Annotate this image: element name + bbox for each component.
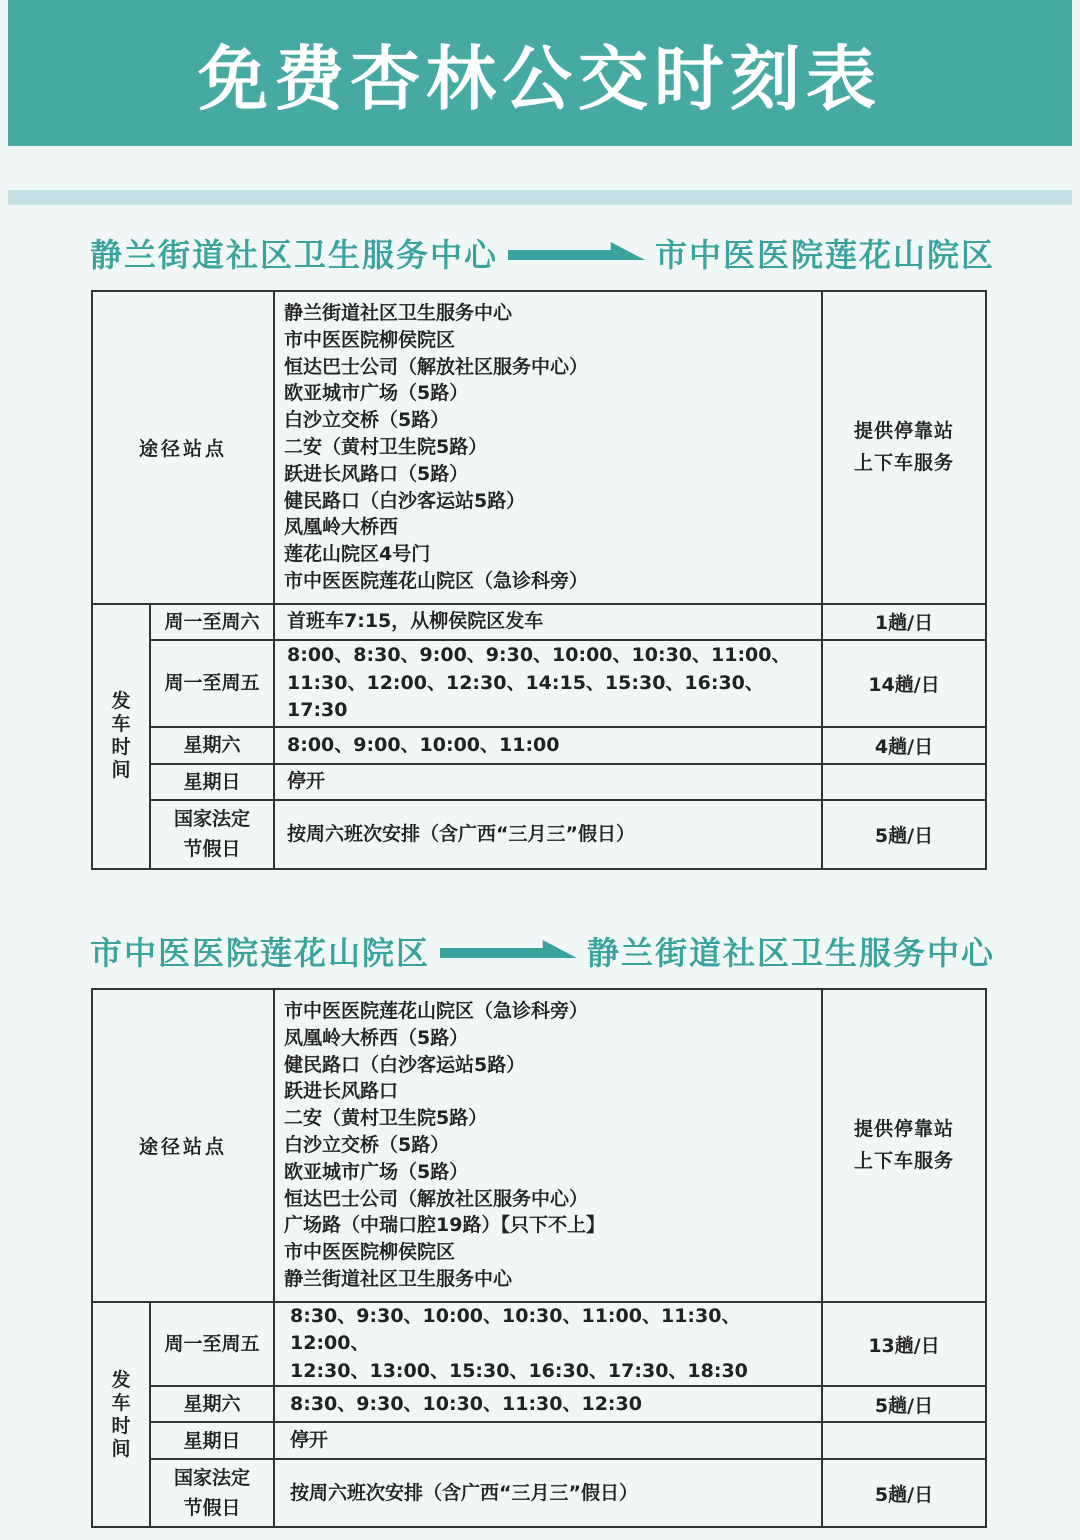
route2-service-note — [822, 989, 986, 1302]
schedule-count: 14趟/日 — [822, 640, 986, 727]
schedule-count: 13趟/日 — [822, 1302, 986, 1387]
route1-departure-label: 发 车 时 间 — [92, 604, 150, 869]
schedule-times: 8:30、9:30、10:30、11:30、12:30 — [274, 1386, 822, 1422]
schedule-count — [822, 1422, 986, 1459]
stop-item: 健民路口（白沙客运站5路） — [284, 1053, 526, 1076]
schedule-day: 国家法定 节假日 — [150, 800, 274, 869]
route2-stops-label: 途径站点 — [92, 989, 274, 1302]
schedule-day: 星期六 — [150, 1386, 274, 1422]
route2-departure-label: 发 车 时 间 — [92, 1302, 150, 1528]
stop-item: 市中医医院莲花山院区（急诊科旁） — [284, 1000, 589, 1022]
service-note-line: 上下车服务 — [854, 452, 955, 475]
stop-item: 恒达巴士公司（解放社区服务中心） — [284, 355, 589, 378]
stop-item: 静兰街道社区卫生服务中心 — [284, 302, 513, 324]
service-note-line: 提供停靠站 — [854, 420, 955, 443]
route2-header — [90, 929, 995, 973]
schedule-count: 1趟/日 — [822, 604, 986, 640]
page-title: 免费杏林公交时刻表 — [198, 37, 882, 120]
divider-band — [8, 190, 1072, 205]
stop-item: 二安（黄村卫生院5路） — [284, 1107, 488, 1130]
service-note-line: 提供停靠站 — [854, 1118, 955, 1141]
route2-destination: 静兰街道社区卫生服务中心 — [586, 934, 995, 972]
route1-destination: 市中医医院莲花山院区 — [654, 236, 995, 274]
schedule-times: 首班车7:15，从柳侯院区发车 — [274, 604, 822, 640]
schedule-day: 周一至周六 — [150, 604, 274, 640]
schedule-day: 星期日 — [150, 1422, 274, 1459]
schedule-times: 按周六班次安排（含广西“三月三”假日） — [274, 1459, 822, 1527]
service-note-line: 上下车服务 — [854, 1150, 955, 1173]
route1-arrow-icon — [508, 242, 645, 264]
stop-item: 健民路口（白沙客运站5路） — [284, 489, 526, 512]
schedule-count: 5趟/日 — [822, 1459, 986, 1527]
stop-item: 市中医医院莲花山院区（急诊科旁） — [284, 569, 589, 592]
schedule-day: 星期六 — [150, 727, 274, 764]
stop-item: 静兰街道社区卫生服务中心 — [284, 1267, 513, 1290]
schedule-day: 周一至周五 — [150, 1302, 274, 1387]
stop-item: 凤凰岭大桥西 — [284, 516, 399, 539]
schedule-count: 5趟/日 — [822, 1386, 986, 1422]
schedule-times: 按周六班次安排（含广西“三月三”假日） — [274, 800, 822, 869]
schedule-count: 5趟/日 — [822, 800, 986, 869]
route2-arrow-icon — [440, 940, 577, 962]
stop-item: 市中医医院柳侯院区 — [284, 328, 456, 351]
schedule-day: 周一至周五 — [150, 640, 274, 727]
schedule-times: 8:00、9:00、10:00、11:00 — [274, 727, 822, 764]
route2-stops-list — [274, 989, 822, 1302]
stop-item: 市中医医院柳侯院区 — [284, 1241, 456, 1264]
title-banner — [8, 0, 1072, 146]
stop-item: 恒达巴士公司（解放社区服务中心） — [284, 1187, 589, 1210]
stop-item: 二安（黄村卫生院5路） — [284, 435, 488, 458]
stop-item: 白沙立交桥（5路） — [284, 409, 450, 432]
stop-item: 跃进长风路口 — [284, 1080, 399, 1103]
schedule-count — [822, 764, 986, 800]
route1-stops-list — [274, 291, 822, 604]
schedule-day: 星期日 — [150, 764, 274, 800]
stop-item: 白沙立交桥（5路） — [284, 1133, 450, 1156]
schedule-count: 4趟/日 — [822, 727, 986, 764]
stop-item: 莲花山院区4号门 — [284, 543, 431, 566]
schedule-times: 8:00、8:30、9:00、9:30、10:00、10:30、11:00、 11:30、12:00、12:30、14:15、15:30、16:30、 17:30 — [274, 640, 822, 727]
route1-service-note — [822, 291, 986, 604]
schedule-day: 国家法定 节假日 — [150, 1459, 274, 1527]
stop-item: 欧亚城市广场（5路） — [284, 382, 469, 405]
route1-origin: 静兰街道社区卫生服务中心 — [90, 236, 499, 274]
schedule-times: 停开 — [274, 1422, 822, 1459]
route2-origin: 市中医医院莲花山院区 — [90, 934, 431, 972]
route1-table — [91, 290, 987, 870]
schedule-times: 停开 — [274, 764, 822, 800]
stop-item: 凤凰岭大桥西（5路） — [284, 1026, 469, 1049]
route2-table — [91, 988, 987, 1528]
route1-header — [90, 231, 995, 275]
stop-item: 广场路（中瑞口腔19路）【只下不上】 — [284, 1214, 605, 1237]
stop-item: 欧亚城市广场（5路） — [284, 1160, 469, 1183]
stop-item: 跃进长风路口（5路） — [284, 462, 469, 485]
route1-stops-label: 途径站点 — [92, 291, 274, 604]
schedule-times: 8:30、9:30、10:00、10:30、11:00、11:30、12:00、 12:30、13:00、15:30、16:30、17:30、18:30 — [274, 1302, 822, 1387]
